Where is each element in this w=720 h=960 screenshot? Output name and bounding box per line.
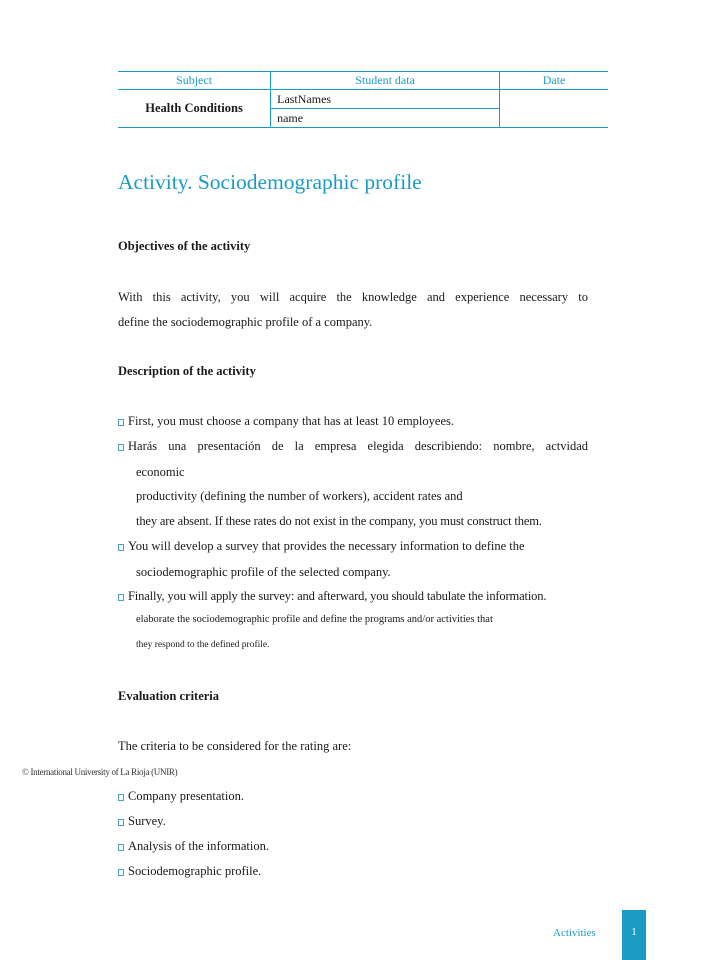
bullet-icon	[118, 819, 124, 826]
description-heading: Description of the activity	[118, 364, 256, 378]
objectives-line-2: define the sociodemographic profile of a company.	[118, 315, 373, 329]
student-lastnames-field: LastNames	[271, 90, 500, 109]
description-item-text: You will develop a survey that provides the necessary information to define the	[128, 539, 525, 553]
footer-section-label: Activities	[553, 927, 596, 939]
bullet-icon	[118, 844, 124, 851]
header-table	[118, 71, 608, 128]
subject-value: Health Conditions	[118, 90, 271, 128]
description-cont-1: economic	[136, 465, 185, 479]
copyright-notice: © International University of La Rioja (UNIR)	[22, 767, 178, 777]
description-cont-6: they respond to the defined profile.	[136, 640, 270, 650]
description-cont-3: they are absent. If these rates do not exist in the company, you must construct them.	[136, 514, 542, 528]
objectives-text	[118, 285, 588, 335]
bullet-icon	[118, 594, 124, 601]
objectives-line-1: With this activity, you will acquire the knowledge and experience necessary to	[118, 290, 588, 304]
evaluation-item-text: Sociodemographic profile.	[128, 864, 262, 878]
bullet-icon	[118, 544, 124, 551]
evaluation-item-text: Survey.	[128, 814, 166, 828]
evaluation-intro: The criteria to be considered for the rating are:	[118, 739, 352, 753]
date-field	[500, 90, 608, 128]
description-cont-2: productivity (defining the number of workers), accident rates and	[136, 489, 463, 503]
description-item-text: Finally, you will apply the survey: and afterward, you should tabulate the information.	[128, 589, 547, 603]
page-number: 1	[631, 926, 637, 938]
description-item-2	[118, 439, 588, 454]
objectives-heading: Objectives of the activity	[118, 239, 251, 253]
description-cont-4: sociodemographic profile of the selected company.	[136, 565, 391, 579]
evaluation-item-2	[118, 814, 166, 829]
description-item-text: Harás una presentación de la empresa elegida describiendo: nombre, actvidad	[128, 439, 588, 453]
page-title: Activity. Sociodemographic profile	[118, 170, 422, 194]
evaluation-item-text: Analysis of the information.	[128, 839, 269, 853]
header-col-date: Date	[500, 72, 608, 90]
bullet-icon	[118, 869, 124, 876]
evaluation-item-1	[118, 789, 244, 804]
description-item-4	[118, 589, 546, 604]
header-row	[118, 72, 608, 90]
header-col-student: Student data	[271, 72, 500, 90]
header-col-subject: Subject	[118, 72, 271, 90]
description-item-text: First, you must choose a company that has at least 10 employees.	[128, 414, 454, 428]
bullet-icon	[118, 444, 124, 451]
bullet-icon	[118, 794, 124, 801]
student-name-field: name	[271, 109, 500, 128]
bullet-icon	[118, 419, 124, 426]
evaluation-item-4	[118, 864, 261, 879]
description-cont-5: elaborate the sociodemographic profile and define the programs and/or activities that	[136, 614, 493, 625]
evaluation-item-3	[118, 839, 269, 854]
evaluation-heading: Evaluation criteria	[118, 689, 220, 703]
data-row-1	[118, 90, 608, 109]
description-item-3	[118, 539, 525, 554]
evaluation-item-text: Company presentation.	[128, 789, 244, 803]
description-item-1	[118, 414, 454, 429]
page-number-badge	[622, 910, 646, 960]
